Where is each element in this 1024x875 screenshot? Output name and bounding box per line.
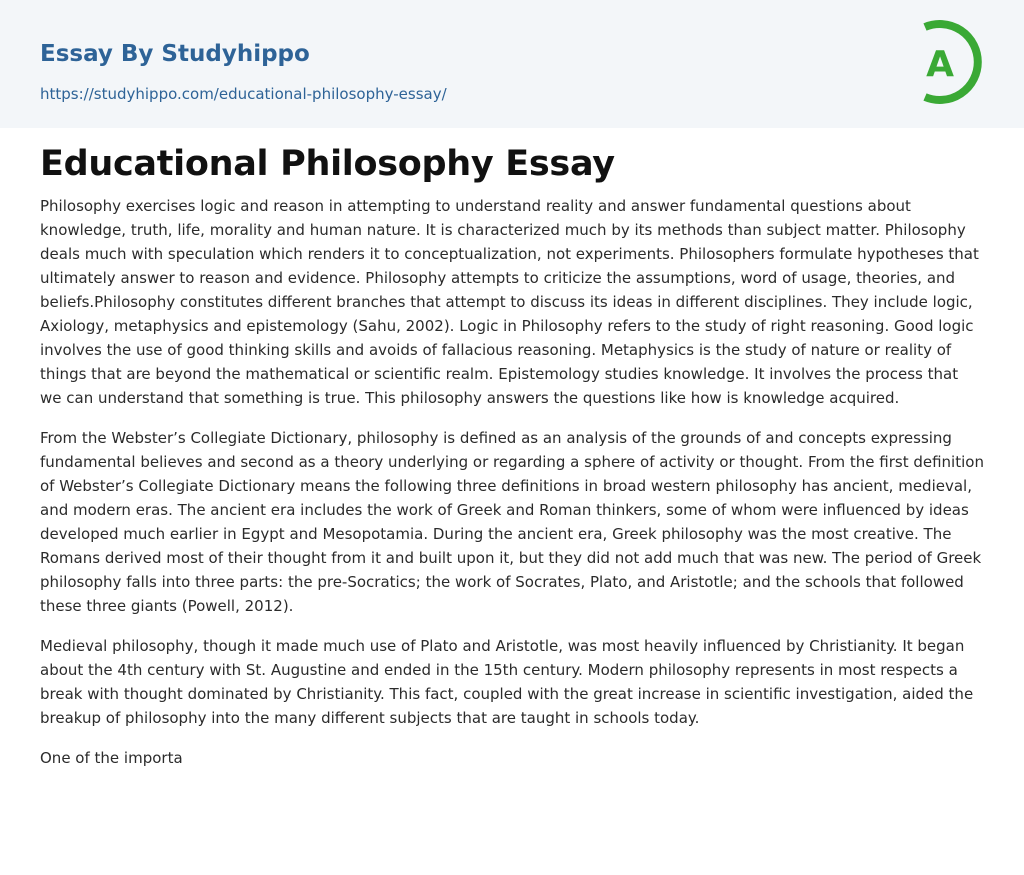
essay-url-link[interactable]: https://studyhippo.com/educational-philosophy-essay/ [40, 85, 447, 103]
article-title: Educational Philosophy Essay [40, 144, 615, 184]
site-brand[interactable]: Essay By Studyhippo [40, 41, 310, 67]
paragraph-1: Philosophy exercises logic and reason in attempting to understand reality and answer fundamental questions about knowledge, truth, life, morality and human nature. It is characterized much by its methods than subject matter. Philosophy deals much with speculation which renders it to conceptualization, not experiments. Philosophers formulate hypotheses that ultimately answer to reason and evidence. Philosophy attempts to criticize the assumptions, word of usage, theories, and beliefs.Philosophy constitutes different branches that attempt to discuss its ideas in different disciplines. They include logic, Axiology, metaphysics and epistemology (Sahu, 2002). Logic in Philosophy refers to the study of right reasoning. Good logic involves the use of good thinking skills and avoids of fallacious reasoning. Metaphysics is the study of nature or reality of things that are beyond the mathematical or scientific realm. Epistemology studies knowledge. It involves the process that we can understand that something is true. This philosophy answers the questions like how is knowledge acquired. [40, 197, 979, 407]
studyhippo-logo-icon[interactable] [906, 16, 990, 108]
paragraph-2: From the Webster’s Collegiate Dictionary, philosophy is defined as an analysis of the grounds of and concepts expressing fundamental believes and second as a theory underlying or regarding a sphere of activity or thought. From the first definition of Webster’s Collegiate Dictionary means the following three definitions in broad western philosophy has ancient, medieval, and modern eras. The ancient era includes the work of Greek and Roman thinkers, some of whom were influenced by ideas developed much earlier in Egypt and Mesopotamia. During the ancient era, Greek philosophy was the most creative. The Romans derived most of their thought from it and built upon it, but they did not add much that was new. The period of Greek philosophy falls into three parts: the pre-Socratics; the work of Socrates, Plato, and Aristotle; and the schools that followed these three giants (Powell, 2012). [40, 429, 984, 615]
paragraph-3: Medieval philosophy, though it made much use of Plato and Aristotle, was most heavily influenced by Christianity. It began about the 4th century with St. Augustine and ended in the 15th century. Modern philosophy represents in most respects a break with thought dominated by Christianity. This fact, coupled with the great increase in scientific investigation, aided the breakup of philosophy into the many different subjects that are taught in schools today. [40, 637, 974, 727]
paragraph-4: One of the importa [40, 749, 183, 767]
site-header [0, 0, 1024, 128]
logo-letter: A [926, 44, 954, 85]
article-body [40, 194, 984, 786]
